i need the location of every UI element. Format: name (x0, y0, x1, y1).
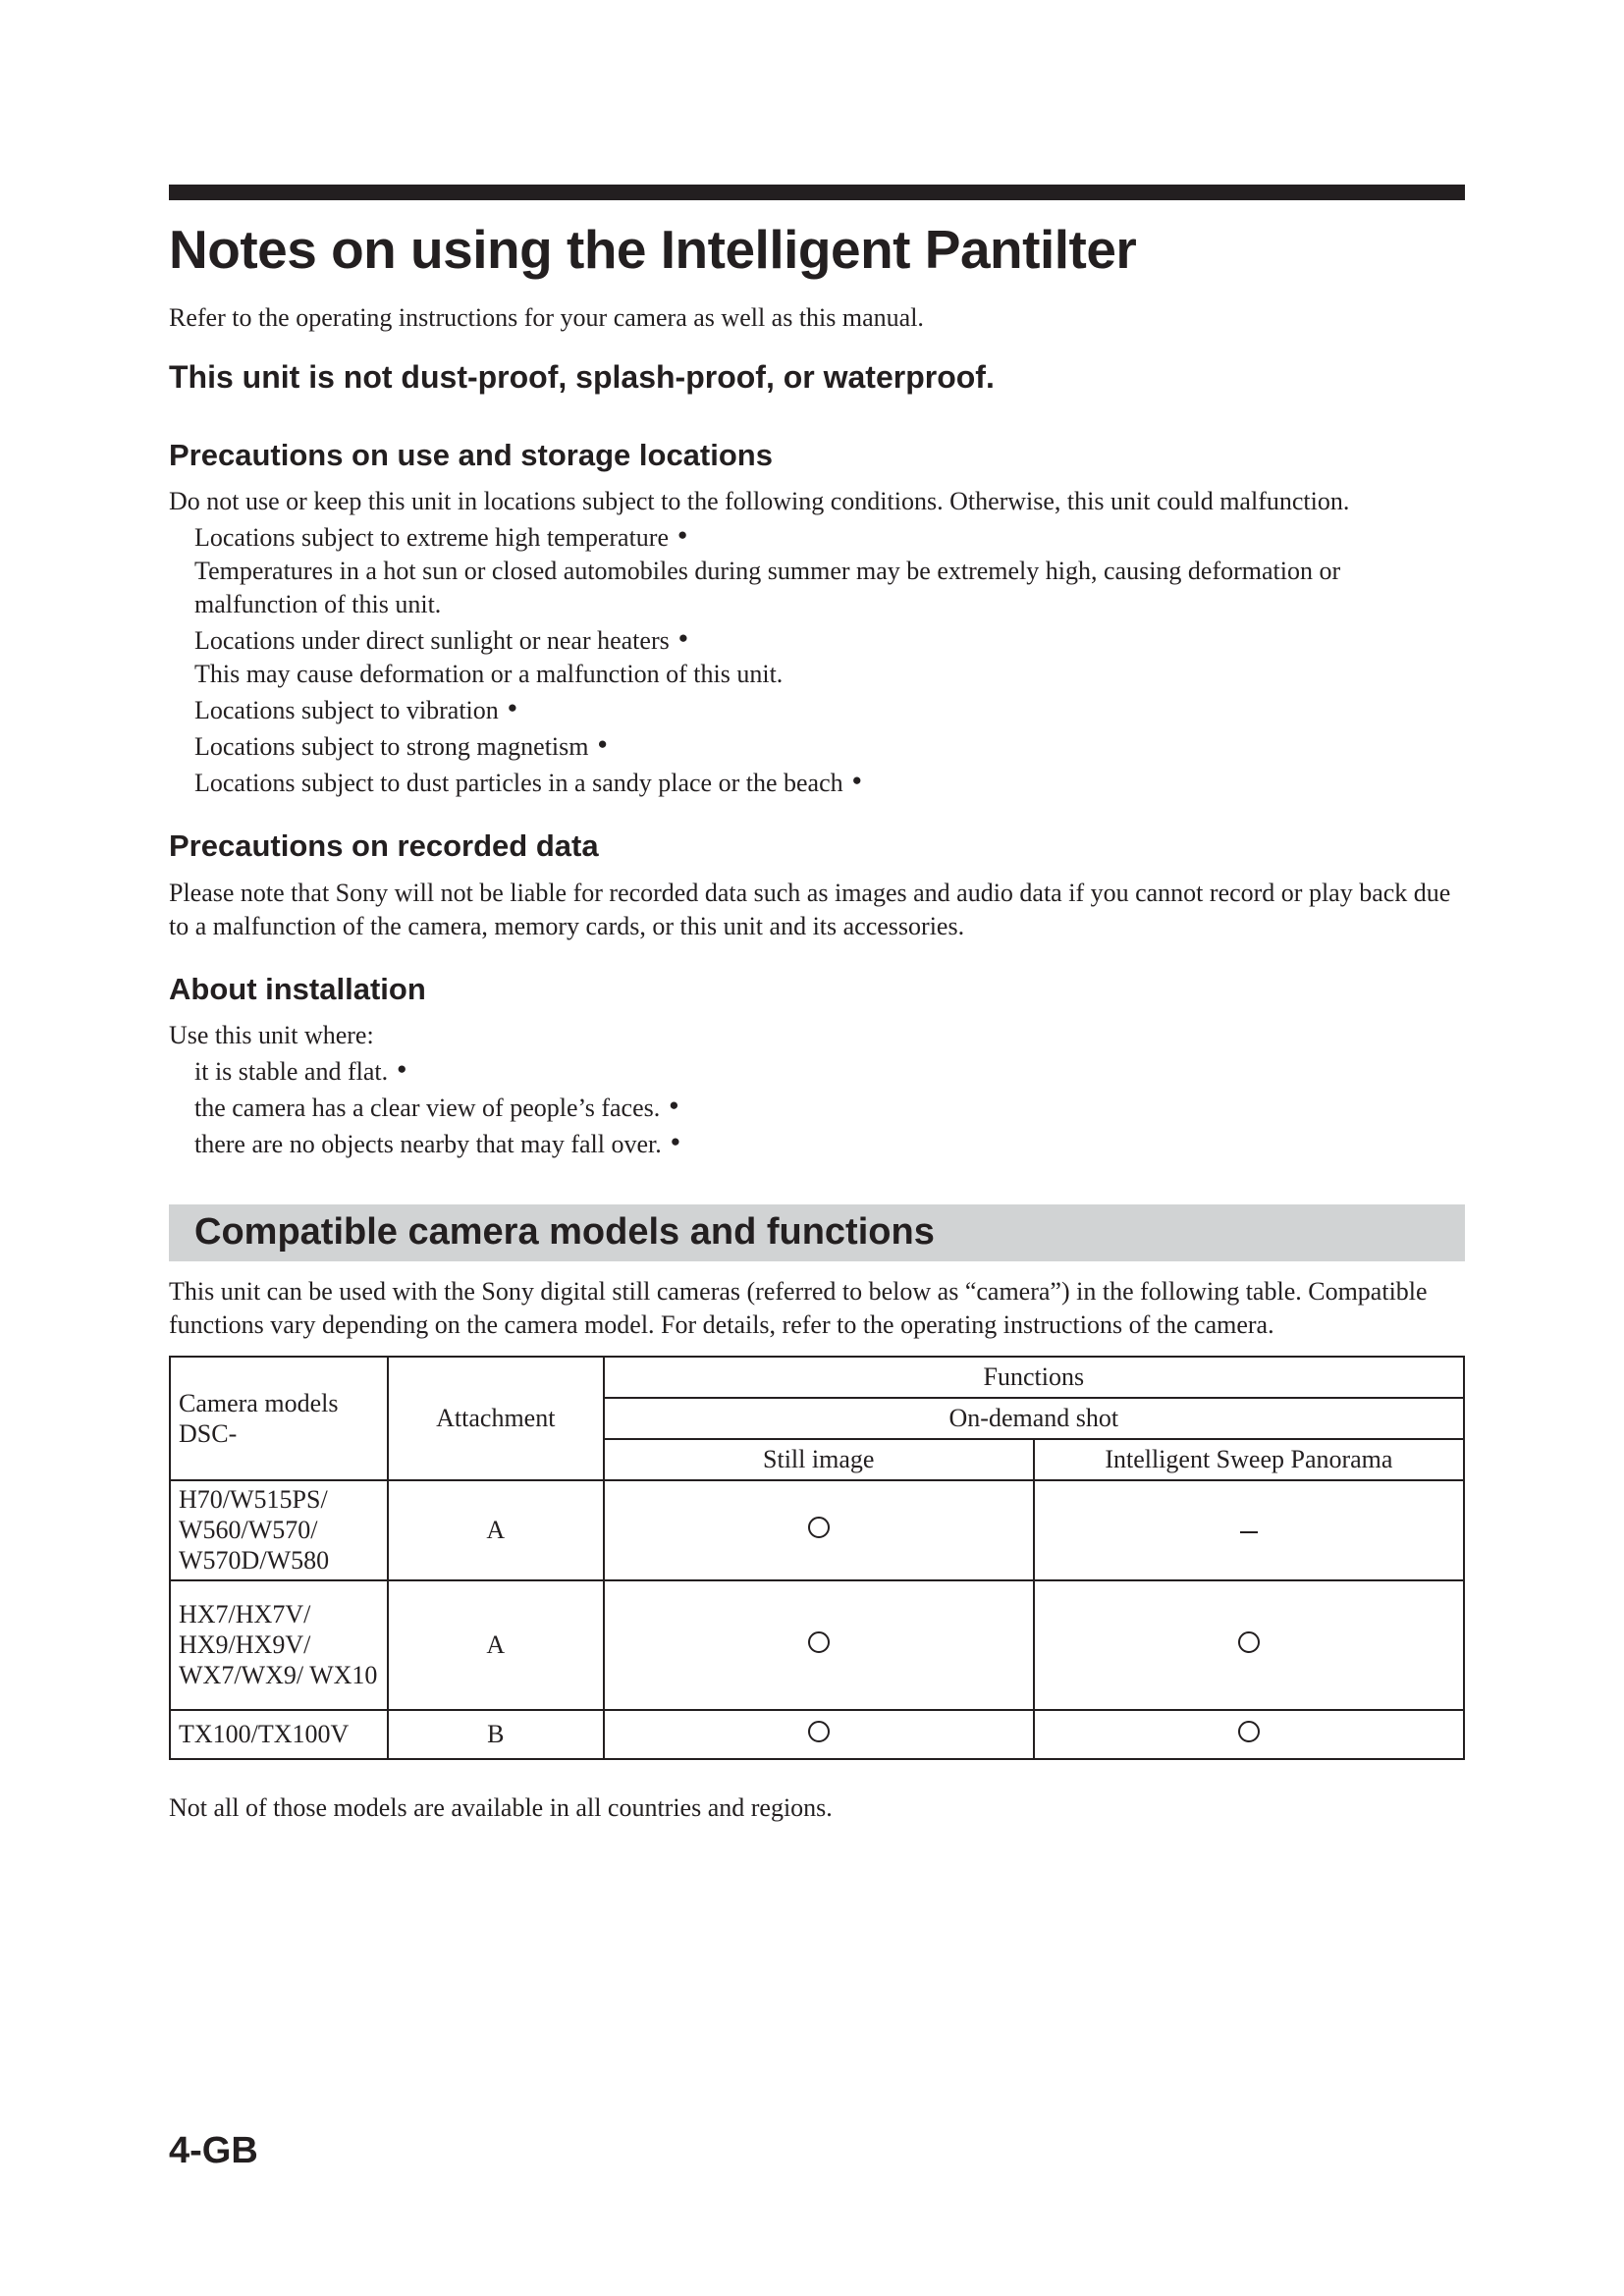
compatible-heading: Compatible camera models and functions (194, 1211, 935, 1254)
header-functions: Functions (604, 1357, 1464, 1398)
bullet-icon: ● (669, 1095, 679, 1114)
compatibility-table (169, 1356, 1465, 1760)
row-attachment: A (388, 1480, 604, 1580)
list-item: Locations under direct sunlight or near heaters ● (194, 626, 688, 656)
table-row (170, 1580, 1464, 1710)
recorded-body: Please note that Sony will not be liable for recorded data such as images and audio data if you cannot record or play back due to a malfunction of the camera, memory cards, or this unit and its accessories. (169, 878, 1451, 940)
row-panorama (1034, 1710, 1464, 1759)
circle-icon (1238, 1721, 1260, 1742)
compatible-section-bar (169, 1204, 1465, 1261)
storage-heading: Precautions on use and storage locations (169, 438, 773, 473)
row-models: TX100/TX100V (170, 1710, 388, 1759)
header-panorama: Intelligent Sweep Panorama (1034, 1439, 1464, 1480)
recorded-heading: Precautions on recorded data (169, 828, 599, 864)
row-still (604, 1580, 1034, 1710)
recorded-section (169, 828, 1465, 942)
bullet-icon: ● (851, 771, 862, 790)
intro-text: Refer to the operating instructions for your camera as well as this manual. (169, 302, 924, 332)
installation-heading: About installation (169, 971, 426, 1006)
row-attachment: B (388, 1710, 604, 1759)
warning-heading: This unit is not dust-proof, splash-proof, or waterproof. (169, 358, 995, 395)
header-attachment: Attachment (388, 1357, 604, 1480)
list-item: Locations subject to vibration ● (194, 696, 518, 725)
row-models: H70/W515PS/ W560/W570/ W570D/W580 (170, 1480, 388, 1580)
row-panorama (1034, 1580, 1464, 1710)
row-panorama (1034, 1480, 1464, 1580)
list-item-detail: This may cause deformation or a malfunction of this unit. (194, 660, 784, 689)
row-still (604, 1480, 1034, 1580)
list-item: Locations subject to strong magnetism ● (194, 732, 608, 762)
installation-section (169, 971, 1465, 1161)
bullet-icon: ● (670, 1131, 681, 1150)
table-row (170, 1480, 1464, 1580)
list-item: it is stable and flat. ● (194, 1056, 407, 1086)
list-item: there are no objects nearby that may fall over. ● (194, 1129, 681, 1158)
bullet-icon: ● (597, 734, 608, 754)
header-models: Camera models DSC- (170, 1357, 388, 1480)
list-item: Locations subject to dust particles in a sandy place or the beach ● (194, 769, 862, 798)
storage-list (169, 518, 1465, 800)
circle-icon (808, 1721, 830, 1742)
page-number: 4-GB (169, 2130, 258, 2171)
list-item-detail: Temperatures in a hot sun or closed automobiles during summer may be extremely high, causing deformation or malfunction of this unit. (194, 557, 1341, 619)
installation-list (169, 1052, 1465, 1161)
list-item: the camera has a clear view of people’s faces. ● (194, 1093, 679, 1122)
storage-section (169, 437, 1465, 800)
row-attachment: A (388, 1580, 604, 1710)
page-title: Notes on using the Intelligent Pantilter (169, 219, 1137, 280)
table-row (170, 1710, 1464, 1759)
bullet-icon: ● (677, 628, 688, 648)
row-models: HX7/HX7V/ HX9/HX9V/ WX7/WX9/ WX10 (170, 1580, 388, 1710)
row-still (604, 1710, 1034, 1759)
bullet-icon: ● (397, 1058, 407, 1078)
storage-body: Do not use or keep this unit in locations subject to the following conditions. Otherwise, this unit could malfunction. (169, 487, 1350, 516)
circle-icon (808, 1631, 830, 1653)
list-item: Locations subject to extreme high temperature ● (194, 523, 688, 553)
installation-body: Use this unit where: (169, 1020, 374, 1049)
compatible-body: This unit can be used with the Sony digital still cameras (referred to below as “camera”) in the following table. Compatible functions vary depending on the camera model. For details, refer to the operating instructions of the camera. (169, 1276, 1428, 1339)
top-rule (169, 185, 1465, 200)
table-footnote: Not all of those models are available in all countries and regions. (169, 1792, 833, 1822)
circle-icon (808, 1517, 830, 1538)
header-ondemand: On-demand shot (604, 1398, 1464, 1439)
bullet-icon: ● (507, 698, 518, 718)
dash-icon (1240, 1531, 1258, 1533)
circle-icon (1238, 1631, 1260, 1653)
bullet-icon: ● (677, 525, 688, 545)
manual-page (169, 185, 1465, 1825)
header-still: Still image (604, 1439, 1034, 1480)
